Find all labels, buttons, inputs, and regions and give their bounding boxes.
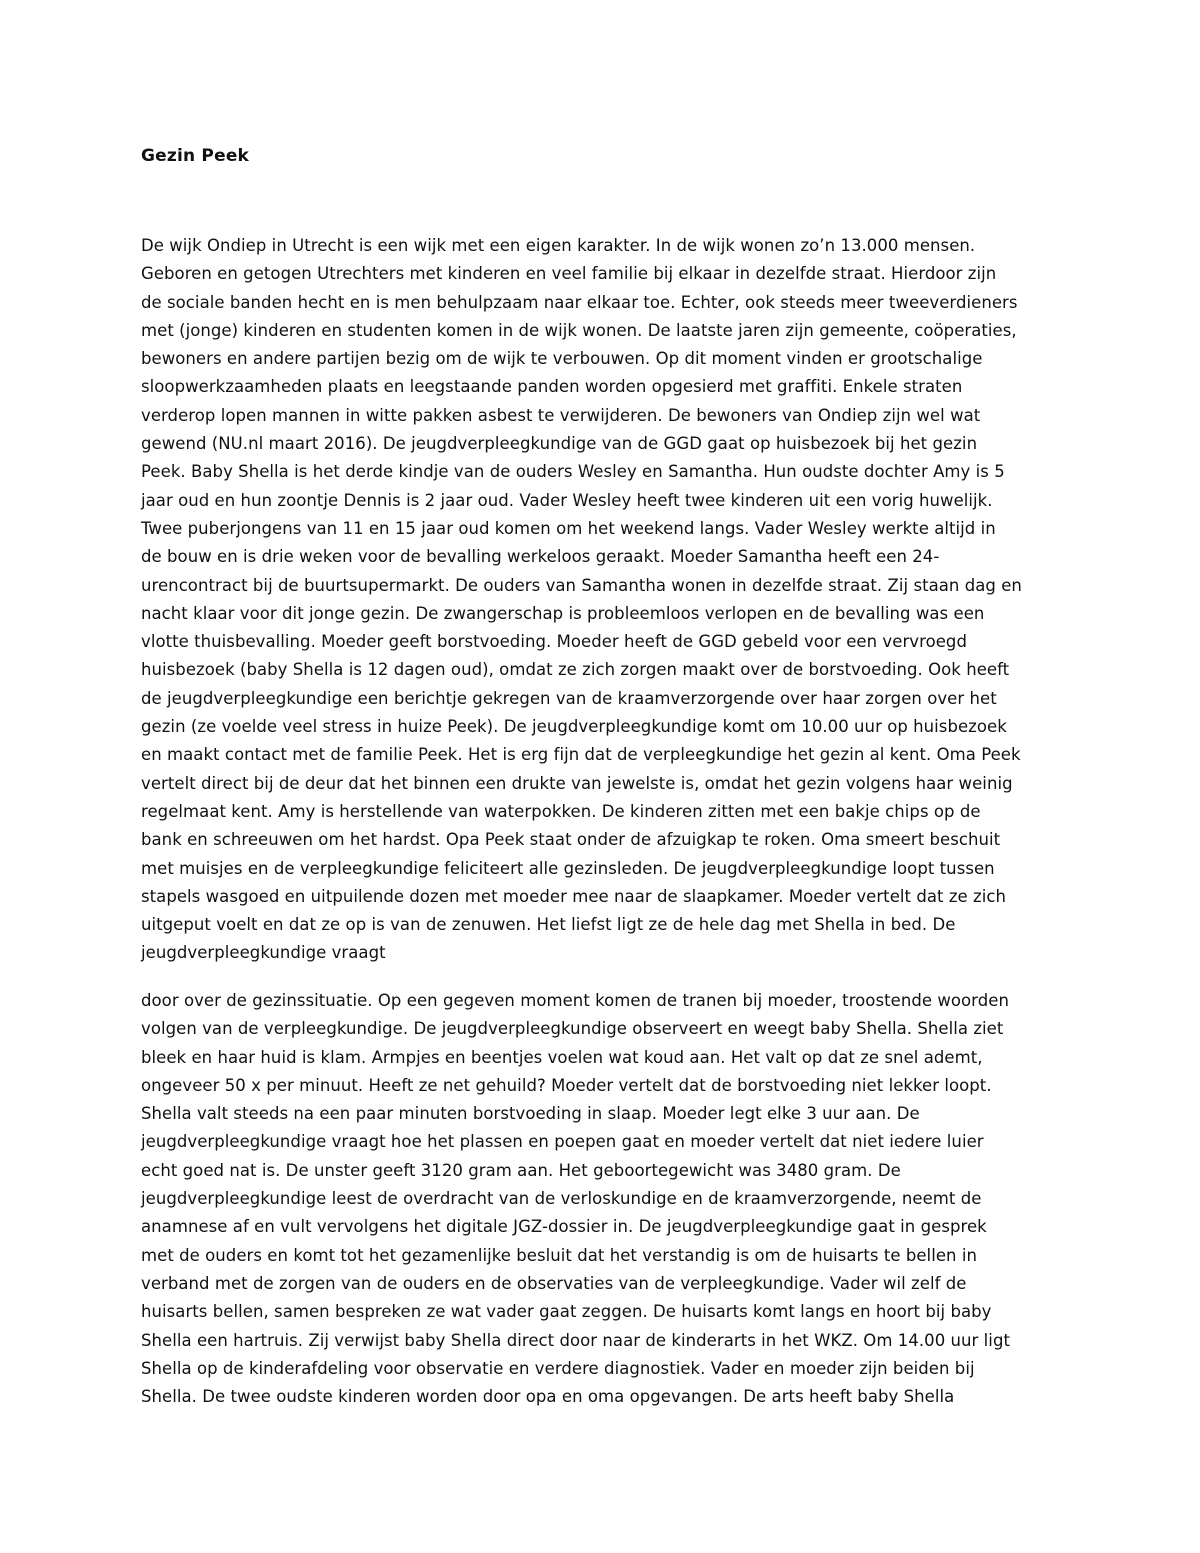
text-line: vlotte thuisbevalling. Moeder geeft borstvoeding. Moeder heeft de GGD gebeld voor een vervroegd: [141, 632, 967, 652]
text-line: met (jonge) kinderen en studenten komen in de wijk wonen. De laatste jaren zijn gemeente, coöperaties,: [141, 320, 1017, 340]
text-line: volgen van de verpleegkundige. De jeugdverpleegkundige observeert en weegt baby Shella. Shella ziet: [141, 1019, 1004, 1039]
paragraph-2: [141, 987, 1081, 1411]
text-line: regelmaat kent. Amy is herstellende van waterpokken. De kinderen zitten met een bakje chips op de: [141, 801, 981, 821]
text-line: jeugdverpleegkundige leest de overdracht van de verloskundige en de kraamverzorgende, neemt de: [141, 1189, 982, 1209]
text-line: bank en schreeuwen om het hardst. Opa Peek staat onder de afzuigkap te roken. Oma smeert beschuit: [141, 830, 1001, 850]
text-line: De wijk Ondiep in Utrecht is een wijk met een eigen karakter. In de wijk wonen zo’n 13.000 mensen.: [141, 236, 976, 255]
text-line: bewoners en andere partijen bezig om de wijk te verbouwen. Op dit moment vinden er grootschalige: [141, 349, 983, 369]
text-line: Twee puberjongens van 11 en 15 jaar oud komen om het weekend langs. Vader Wesley werkte altijd in: [141, 518, 996, 538]
document-title: Gezin Peek: [141, 146, 250, 166]
text-line: verband met de zorgen van de ouders en de observaties van de verpleegkundige. Vader wil zelf de: [141, 1273, 967, 1293]
text-line: urencontract bij de buurtsupermarkt. De ouders van Samantha wonen in dezelfde straat. Zij staan dag en: [141, 575, 1022, 595]
text-line: stapels wasgoed en uitpuilende dozen met moeder mee naar de slaapkamer. Moeder vertelt dat ze zich: [141, 886, 1007, 906]
text-line: vertelt direct bij de deur dat het binnen een drukte van jewelste is, omdat het gezin volgens haar weinig: [141, 773, 1013, 793]
text-line: met de ouders en komt tot het gezamenlijke besluit dat het verstandig is om de huisarts te bellen in: [141, 1245, 977, 1265]
paragraph-1: [141, 232, 1081, 968]
text-line: Shella valt steeds na een paar minuten borstvoeding in slaap. Moeder legt elke 3 uur aan. De: [141, 1104, 920, 1124]
text-line: Shella. De twee oudste kinderen worden door opa en oma opgevangen. De arts heeft baby Shella: [141, 1387, 955, 1407]
text-line: uitgeput voelt en dat ze op is van de zenuwen. Het liefst ligt ze de hele dag met Shella in bed. De: [141, 915, 956, 935]
text-line: anamnese af en vult vervolgens het digitale JGZ-dossier in. De jeugdverpleegkundige gaat in gesprek: [141, 1217, 987, 1237]
text-line: bleek en haar huid is klam. Armpjes en beentjes voelen wat koud aan. Het valt op dat ze snel ademt,: [141, 1047, 983, 1067]
text-line: de bouw en is drie weken voor de bevalling werkeloos geraakt. Moeder Samantha heeft een 24-: [141, 547, 940, 567]
text-line: Shella een hartruis. Zij verwijst baby Shella direct door naar de kinderarts in het WKZ. Om 14.00 uur ligt: [141, 1330, 1010, 1350]
text-line: de sociale banden hecht en is men behulpzaam naar elkaar toe. Echter, ook steeds meer tweeverdieners: [141, 292, 1018, 312]
text-line: Shella op de kinderafdeling voor observatie en verdere diagnostiek. Vader en moeder zijn beiden bij: [141, 1358, 975, 1378]
text-line: en maakt contact met de familie Peek. Het is erg fijn dat de verpleegkundige het gezin al kent. Oma Peek: [141, 745, 1021, 765]
text-line: gezin (ze voelde veel stress in huize Peek). De jeugdverpleegkundige komt om 10.00 uur op huisbezoek: [141, 717, 1007, 737]
text-line: ongeveer 50 x per minuut. Heeft ze net gehuild? Moeder vertelt dat de borstvoeding niet lekker loopt.: [141, 1075, 992, 1095]
text-line: de jeugdverpleegkundige een berichtje gekregen van de kraamverzorgende over haar zorgen over het: [141, 688, 997, 708]
text-line: huisbezoek (baby Shella is 12 dagen oud), omdat ze zich zorgen maakt over de borstvoeding. Ook heeft: [141, 660, 1010, 680]
text-line: met muisjes en de verpleegkundige feliciteert alle gezinsleden. De jeugdverpleegkundige loopt tussen: [141, 858, 995, 878]
text-line: nacht klaar voor dit jonge gezin. De zwangerschap is probleemloos verlopen en de bevalling was een: [141, 603, 985, 623]
text-line: door over de gezinssituatie. Op een gegeven moment komen de tranen bij moeder, troostende woorden: [141, 991, 1009, 1010]
text-line: jeugdverpleegkundige vraagt hoe het plassen en poepen gaat en moeder vertelt dat niet iedere luier: [141, 1132, 984, 1152]
text-line: jeugdverpleegkundige vraagt: [141, 943, 386, 963]
text-line: Geboren en getogen Utrechters met kinderen en veel familie bij elkaar in dezelfde straat. Hierdoor zijn: [141, 264, 997, 284]
text-line: huisarts bellen, samen bespreken ze wat vader gaat zeggen. De huisarts komt langs en hoort bij baby: [141, 1302, 992, 1322]
text-line: sloopwerkzaamheden plaats en leegstaande panden worden opgesierd met graffiti. Enkele straten: [141, 377, 963, 397]
text-line: jaar oud en hun zoontje Dennis is 2 jaar oud. Vader Wesley heeft twee kinderen uit een vorig huwelijk.: [141, 490, 993, 510]
text-line: verderop lopen mannen in witte pakken asbest te verwijderen. De bewoners van Ondiep zijn wel wat: [141, 405, 981, 425]
text-line: gewend (NU.nl maart 2016). De jeugdverpleegkundige van de GGD gaat op huisbezoek bij het gezin: [141, 434, 978, 454]
text-line: Peek. Baby Shella is het derde kindje van de ouders Wesley en Samantha. Hun oudste dochter Amy is 5: [141, 462, 1005, 482]
text-line: echt goed nat is. De unster geeft 3120 gram aan. Het geboortegewicht was 3480 gram. De: [141, 1160, 901, 1180]
